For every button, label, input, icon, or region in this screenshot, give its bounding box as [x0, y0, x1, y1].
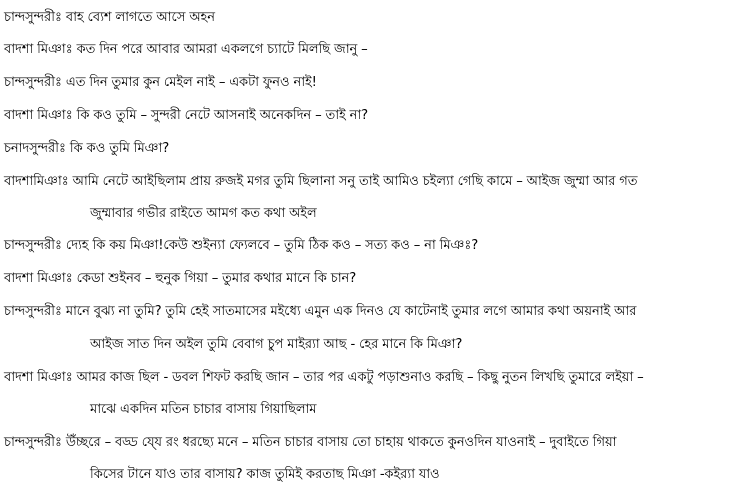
chat-line: চান্দসুন্দরীঃ দ্যেহ কি কয় মিঞা!কেউ শুইন্যা ফ্যেলবে – তুমি ঠিক কও – সত্য কও – না মিঞঃ? — [4, 238, 479, 253]
chat-line: চান্দসুন্দরীঃ বাহ ব্যেশ লাগতে আসে অহন — [4, 10, 215, 25]
chat-line: বাদশা মিঞাঃ কি কও তুমি – সুন্দরী নেটে আসনাই অনেকদিন – তাই না? — [4, 108, 368, 123]
chat-line: বাদশা মিঞাঃ কত দিন পরে আবার আমরা একলগে চ্যাটে মিলছি জানু – — [4, 42, 368, 57]
chat-line-continuation: আইজ সাত দিন অইল তুমি বেবাগ চুপ মাইর‍্যা আছ - হের মানে কি মিঞা? — [90, 337, 463, 352]
chat-line: বাদশামিঞাঃ আমি নেটে আইছিলাম প্রায় রুজই মগর তুমি ছিলানা সনু তাই আমিও চইল্যা গেছি কামে – আইজ জুম্মা আর গত — [4, 174, 638, 189]
chat-line-continuation: জুম্মাবার গভীর রাইতে আমগ কত কথা অইল — [90, 206, 317, 221]
chat-line-continuation: মাঝে একদিন মতিন চাচার বাসায় গিয়াছিলাম — [90, 402, 317, 417]
chat-line: বাদশা মিঞাঃ আমর কাজ ছিল - ডবল শিফট করছি জান – তার পর একটু পড়াশুনাও করছি – কিছু নুতন লিখছি তুমারে লইয়া – — [4, 370, 644, 385]
chat-line: চান্দসুন্দরীঃ উঁচ্ছরে – বড্ড যে্য রং ধরছ্যে মনে – মতিন চাচার বাসায় তো চাহায় থাকতে কুনওদিন যাওনাই – দুবাইতে গিয়া — [4, 435, 617, 450]
chat-line: চান্দসুন্দরীঃ এত দিন তুমার কুন মেইল নাই – একটা ফুনও নাই! — [4, 75, 317, 90]
chat-line: বাদশা মিঞাঃ কেডা শুইনব – হুনুক গিয়া – তুমার কথার মানে কি চান? — [4, 271, 357, 286]
chat-line-continuation: কিসের টানে যাও তার বাসায়? কাজ তুমিই করতাছ মিঞা -কইর‍্যা যাও — [90, 467, 440, 482]
chat-line: চান্দসুন্দরীঃ মানে বুঝ্য না তুমি? তুমি হেই সাতমাসের মইধ্যে এমুন এক দিনও যে কাটেনাই তুমার লগে আমার কথা অয়নাই আর — [4, 304, 637, 319]
chat-line: চনাদসুন্দরীঃ কি কও তুমি মিঞা? — [4, 141, 170, 156]
